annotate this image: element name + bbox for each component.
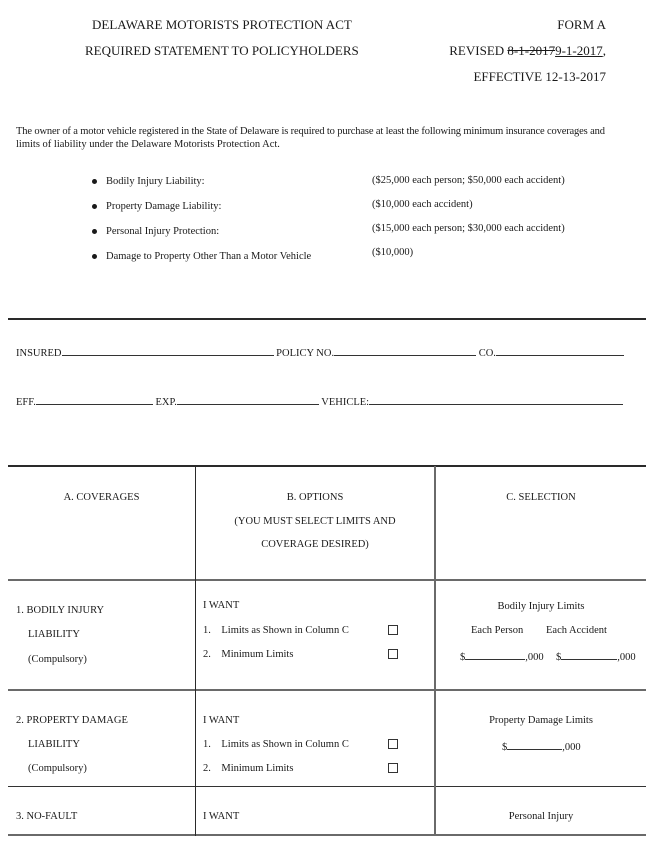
row-divider bbox=[8, 786, 646, 787]
company-label: CO. bbox=[478, 348, 496, 359]
checkbox-limits-column-c[interactable] bbox=[388, 739, 398, 749]
coverage-label: Property Damage Liability: bbox=[106, 201, 222, 212]
coverage-name: 2. PROPERTY DAMAGE bbox=[16, 715, 128, 726]
coverage-limit: ($25,000 each person; $50,000 each accident) bbox=[372, 175, 565, 186]
exp-label: EXP. bbox=[155, 397, 177, 408]
table-bottom-border bbox=[8, 834, 646, 836]
bullet-icon bbox=[92, 179, 97, 184]
coverage-label: Bodily Injury Liability: bbox=[106, 176, 205, 187]
coverage-limit: ($10,000) bbox=[372, 247, 414, 258]
column-divider bbox=[434, 466, 436, 836]
coverage-label: Personal Injury Protection: bbox=[106, 226, 220, 237]
revised-suffix: , bbox=[602, 43, 606, 58]
company-field[interactable] bbox=[496, 345, 624, 356]
option-limits-column-c: 1. Limits as Shown in Column C bbox=[203, 739, 349, 750]
header-selection: C. SELECTION bbox=[506, 492, 576, 503]
thousands-suffix: ,000 bbox=[562, 742, 581, 753]
insured-field[interactable] bbox=[62, 345, 274, 356]
revised-prefix: REVISED bbox=[449, 43, 508, 58]
selection-title: Personal Injury bbox=[508, 811, 574, 822]
i-want-label: I WANT bbox=[203, 715, 240, 726]
coverage-name: 1. BODILY INJURY bbox=[16, 605, 105, 616]
revision-line bbox=[449, 43, 606, 59]
option-minimum-limits: 2. Minimum Limits bbox=[203, 763, 294, 774]
form-subtitle: REQUIRED STATEMENT TO POLICYHOLDERS bbox=[85, 43, 359, 58]
coverage-label: Damage to Property Other Than a Motor Vehicle bbox=[106, 251, 312, 262]
checkbox-minimum-limits[interactable] bbox=[388, 649, 398, 659]
insured-label: INSURED bbox=[16, 348, 62, 359]
selection-title: Bodily Injury Limits bbox=[497, 601, 585, 612]
header-options-note-2: COVERAGE DESIRED) bbox=[261, 539, 369, 550]
vehicle-label: VEHICLE: bbox=[321, 397, 370, 408]
bullet-icon bbox=[92, 229, 97, 234]
vehicle-field[interactable] bbox=[369, 394, 623, 405]
policy-info-row-2 bbox=[16, 394, 623, 408]
each-accident-label: Each Accident bbox=[546, 625, 607, 636]
revised-old-date: 8-1-2017 bbox=[507, 43, 556, 58]
bullet-icon bbox=[92, 204, 97, 209]
each-accident-amount bbox=[556, 649, 636, 663]
property-damage-field[interactable] bbox=[507, 739, 562, 750]
policy-no-field[interactable] bbox=[334, 345, 476, 356]
form-title: DELAWARE MOTORISTS PROTECTION ACT bbox=[92, 17, 352, 32]
thousands-suffix: ,000 bbox=[525, 652, 544, 663]
section-divider bbox=[8, 318, 646, 320]
checkbox-limits-column-c[interactable] bbox=[388, 625, 398, 635]
coverage-limit: ($15,000 each person; $30,000 each accident) bbox=[372, 223, 565, 234]
intro-line-1: The owner of a motor vehicle registered in the State of Delaware is required to purchase at least the following minimum insurance coverages and bbox=[16, 126, 605, 137]
each-person-field[interactable] bbox=[465, 649, 525, 660]
each-accident-field[interactable] bbox=[561, 649, 617, 660]
option-limits-column-c: 1. Limits as Shown in Column C bbox=[203, 625, 349, 636]
effective-date: EFFECTIVE 12-13-2017 bbox=[473, 69, 606, 84]
eff-date-field[interactable] bbox=[36, 394, 153, 405]
i-want-label: I WANT bbox=[203, 600, 240, 611]
each-person-label: Each Person bbox=[471, 625, 524, 636]
row-divider bbox=[8, 689, 646, 691]
table-top-border bbox=[8, 465, 646, 467]
form-label: FORM A bbox=[557, 17, 606, 32]
intro-line-2: limits of liability under the Delaware Motorists Protection Act. bbox=[16, 139, 280, 150]
checkbox-minimum-limits[interactable] bbox=[388, 763, 398, 773]
header-options-note-1: (YOU MUST SELECT LIMITS AND bbox=[234, 516, 396, 527]
coverage-name-cont: LIABILITY bbox=[28, 629, 80, 640]
property-damage-amount bbox=[502, 739, 581, 753]
coverage-limit: ($10,000 each accident) bbox=[372, 199, 473, 210]
coverage-name: 3. NO-FAULT bbox=[16, 811, 78, 822]
dollar-sign: $ bbox=[502, 742, 508, 753]
table-header-border bbox=[8, 579, 646, 581]
each-person-amount bbox=[460, 649, 544, 663]
coverage-name-cont: LIABILITY bbox=[28, 739, 80, 750]
coverage-status: (Compulsory) bbox=[28, 654, 87, 665]
thousands-suffix: ,000 bbox=[617, 652, 636, 663]
policy-no-label: POLICY NO. bbox=[276, 348, 335, 359]
dollar-sign: $ bbox=[460, 652, 466, 663]
eff-label: EFF. bbox=[16, 397, 36, 408]
coverage-status: (Compulsory) bbox=[28, 763, 87, 774]
dollar-sign: $ bbox=[556, 652, 562, 663]
policy-info-row-1 bbox=[16, 345, 624, 359]
exp-date-field[interactable] bbox=[177, 394, 319, 405]
header-coverages: A. COVERAGES bbox=[63, 492, 140, 503]
option-minimum-limits: 2. Minimum Limits bbox=[203, 649, 294, 660]
i-want-label: I WANT bbox=[203, 811, 240, 822]
revised-new-date: 9-1-2017 bbox=[555, 43, 603, 58]
header-options: B. OPTIONS bbox=[286, 492, 344, 503]
bullet-icon bbox=[92, 254, 97, 259]
selection-title: Property Damage Limits bbox=[489, 715, 593, 726]
